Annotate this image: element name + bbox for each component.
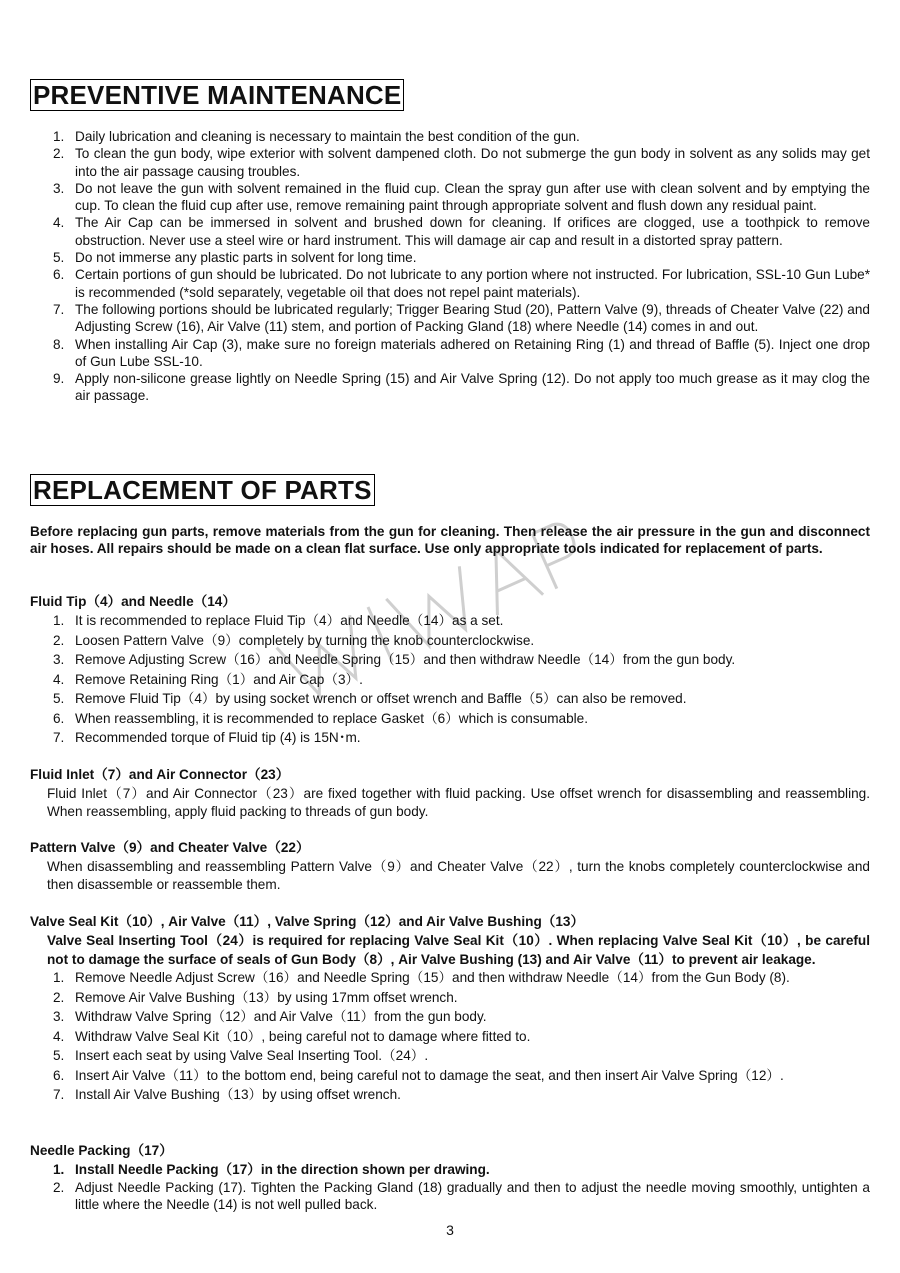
valve-seal-note: Valve Seal Inserting Tool（24）is required for replacing Valve Seal Kit（10）. When replacing Valve Seal Kit（10）, be careful not to damage the surface of seals of Gun Body（8）, Air Valve Bushing (13) and Air Valve（11）to prevent air leakage. [47,933,870,967]
list-item: 6. Insert Air Valve（11）to the bottom end, being careful not to damage the seat, and then insert Air Valve Spring（12）. [53,1067,784,1083]
list-item-text: Install Air Valve Bushing（13）by using offset wrench. [75,1087,401,1103]
list-item-text: Adjust Needle Packing (17). Tighten the Packing Gland (18) gradually and then to adjust the needle moving smoothly, untighten a little where the Needle (14) is not well pulled back. [75,1179,870,1212]
list-item-text: The following portions should be lubricated regularly; Trigger Bearing Stud (20), Pattern Valve (9), threads of Cheater Valve (22) and Adjusting Screw (16), Air Valve (11) stem, and portion of Packing Gland (18) where Needle (14) comes in and out. [75,301,870,335]
list-item-text: Withdraw Valve Seal Kit（10）, being careful not to damage where fitted to. [75,1028,531,1044]
pattern-valve-title: Pattern Valve（9）and Cheater Valve（22） [30,840,310,855]
preventive-list [30,128,870,405]
list-item-text: Apply non-silicone grease lightly on Needle Spring (15) and Air Valve Spring (12). Do not apply too much grease as it may clog the air passage. [75,371,870,404]
list-item: 5. Insert each seat by using Valve Seal Inserting Tool.（24）. [53,1048,429,1064]
list-item-text: Remove Fluid Tip（4）by using socket wrench or offset wrench and Baffle（5）can also be removed. [75,691,687,707]
list-item-text: Insert Air Valve（11）to the bottom end, being careful not to damage the seat, and then insert Air Valve Spring（12）. [75,1067,784,1083]
page-number: 3 [446,1222,454,1238]
list-item-text: When reassembling, it is recommended to replace Gasket（6）which is consumable. [75,710,589,726]
list-item: 5. Do not immerse any plastic parts in solvent for long time. [53,250,417,266]
section-heading-preventive: PREVENTIVE MAINTENANCE [30,79,404,111]
needle-packing-section [30,1142,870,1213]
list-item: 3. Remove Adjusting Screw（16）and Needle Spring（15）and then withdraw Needle（14）from the gun body. [53,652,736,668]
list-item-text: Loosen Pattern Valve（9）completely by turning the knob counterclockwise. [75,632,535,648]
list-item-text: Remove Needle Adjust Screw（16）and Needle Spring（15）and then withdraw Needle（14）from the Gun Body (8). [75,970,790,986]
list-item: 1. It is recommended to replace Fluid Tip（4）and Needle（14）as a set. [53,613,504,629]
list-item-text: Certain portions of gun should be lubricated. Do not lubricate to any portion where not instructed. For lubrication, SSL-10 Gun Lube* is recommended (*sold separately, vegetable oil that does not repel paint materials). [75,267,870,300]
fluid-tip-title: Fluid Tip（4）and Needle（14） [30,594,236,609]
list-item-text: Do not immerse any plastic parts in solvent for long time. [75,250,417,266]
replacement-intro: Before replacing gun parts, remove materials from the gun for cleaning. Then release the air pressure in the gun and disconnect air hoses. All repairs should be made on a clean flat surface. Use only appropriate tools indicated for replacement of parts. [30,524,870,557]
list-item-text: Remove Retaining Ring（1）and Air Cap（3）. [75,671,363,687]
fluid-inlet-text: Fluid Inlet（7）and Air Connector（23）are fixed together with fluid packing. Use offset wrench for disassembling and reassembling. When reassembling, apply fluid packing to threads of gun body. [47,786,870,819]
list-item-text: It is recommended to replace Fluid Tip（4）and Needle（14）as a set. [75,613,504,629]
list-item: 2. Loosen Pattern Valve（9）completely by turning the knob counterclockwise. [53,632,535,648]
list-item-text: Insert each seat by using Valve Seal Inserting Tool.（24）. [75,1048,429,1064]
list-item-text: Recommended torque of Fluid tip (4) is 15N･m. [75,730,361,746]
pattern-valve-section [30,839,870,893]
fluid-inlet-section [30,766,870,820]
needle-packing-title: Needle Packing（17） [30,1143,173,1158]
valve-seal-title: Valve Seal Kit（10）, Air Valve（11）, Valve Spring（12）and Air Valve Bushing（13） [30,914,585,929]
list-item-text: The Air Cap can be immersed in solvent and brushed down for cleaning. If orifices are clogged, use a toothpick to remove obstruction. Never use a steel wire or hard instrument. This will damage air cap and result in a distorted spray pattern. [75,215,870,248]
list-item-text: When installing Air Cap (3), make sure no foreign materials adhered on Retaining Ring (1) and thread of Baffle (5). Inject one drop of Gun Lube SSL-10. [75,336,870,369]
list-item: 8. When installing Air Cap (3), make sure no foreign materials adhered on Retaining Ring (1) and thread of Baffle (5). Inject one drop of Gun Lube SSL-10. [53,336,870,369]
list-item: 3. Do not leave the gun with solvent remained in the fluid cup. Clean the spray gun after use with clean solvent and by emptying the cup. To clean the fluid cup after use, remove remaining paint through appropriate solvent and flush down any residual paint. [53,180,870,214]
list-item: 1. Install Needle Packing（17）in the direction shown per drawing. [53,1162,490,1178]
list-item-text: Remove Adjusting Screw（16）and Needle Spring（15）and then withdraw Needle（14）from the gun body. [75,652,736,668]
pattern-valve-text: When disassembling and reassembling Pattern Valve（9）and Cheater Valve（22）, turn the knobs completely counterclockwise and then disassemble or reassemble them. [47,859,870,892]
list-item: 7. Install Air Valve Bushing（13）by using offset wrench. [53,1087,401,1103]
list-item: 2. To clean the gun body, wipe exterior with solvent dampened cloth. Do not submerge the gun body in solvent as any solids may get into the air passage causing troubles. [53,146,870,179]
list-item: 7. The following portions should be lubricated regularly; Trigger Bearing Stud (20), Pattern Valve (9), threads of Cheater Valve (22) and Adjusting Screw (16), Air Valve (11) stem, and portion of Packing Gland (18) where Needle (14) comes in and out. [53,301,870,335]
list-item: 9. Apply non-silicone grease lightly on Needle Spring (15) and Air Valve Spring (12). Do not apply too much grease as it may clog the air passage. [53,371,870,404]
list-item: 4. Withdraw Valve Seal Kit（10）, being careful not to damage where fitted to. [53,1028,531,1044]
fluid-tip-section [30,593,870,749]
list-item: 4. The Air Cap can be immersed in solvent and brushed down for cleaning. If orifices are clogged, use a toothpick to remove obstruction. Never use a steel wire or hard instrument. This will damage air cap and result in a distorted spray pattern. [53,215,870,248]
section-heading-replacement: REPLACEMENT OF PARTS [30,474,375,506]
list-item: 7. Recommended torque of Fluid tip (4) is 15N･m. [53,730,361,746]
list-item: 3. Withdraw Valve Spring（12）and Air Valve（11）from the gun body. [53,1009,487,1025]
list-item: 6. When reassembling, it is recommended to replace Gasket（6）which is consumable. [53,710,589,726]
list-item-text: Remove Air Valve Bushing（13）by using 17mm offset wrench. [75,989,458,1005]
list-item-text: To clean the gun body, wipe exterior with solvent dampened cloth. Do not submerge the gun body in solvent as any solids may get into the air passage causing troubles. [75,146,870,179]
list-item-text: Daily lubrication and cleaning is necessary to maintain the best condition of the gun. [75,129,580,144]
list-item: 6. Certain portions of gun should be lubricated. Do not lubricate to any portion where not instructed. For lubrication, SSL-10 Gun Lube* is recommended (*sold separately, vegetable oil that does not repel paint materials). [53,267,870,300]
list-item: 4. Remove Retaining Ring（1）and Air Cap（3）. [53,671,363,687]
list-item: 1. Daily lubrication and cleaning is necessary to maintain the best condition of the gun. [53,129,580,144]
list-item-text: Withdraw Valve Spring（12）and Air Valve（11）from the gun body. [75,1009,487,1025]
list-item: 5. Remove Fluid Tip（4）by using socket wrench or offset wrench and Baffle（5）can also be removed. [53,691,687,707]
list-item: 2. Adjust Needle Packing (17). Tighten the Packing Gland (18) gradually and then to adjust the needle moving smoothly, untighten a little where the Needle (14) is not well pulled back. [53,1179,870,1212]
list-item: 1. Remove Needle Adjust Screw（16）and Needle Spring（15）and then withdraw Needle（14）from the Gun Body (8). [53,970,790,986]
list-item-text: Do not leave the gun with solvent remained in the fluid cup. Clean the spray gun after use with clean solvent and by emptying the cup. To clean the fluid cup after use, remove remaining paint through appropriate solvent and flush down any residual paint. [75,180,870,214]
list-item: 2. Remove Air Valve Bushing（13）by using 17mm offset wrench. [53,989,458,1005]
list-item-text: Install Needle Packing（17）in the direction shown per drawing. [75,1162,490,1178]
valve-seal-section [30,913,870,1106]
fluid-inlet-title: Fluid Inlet（7）and Air Connector（23） [30,767,290,782]
